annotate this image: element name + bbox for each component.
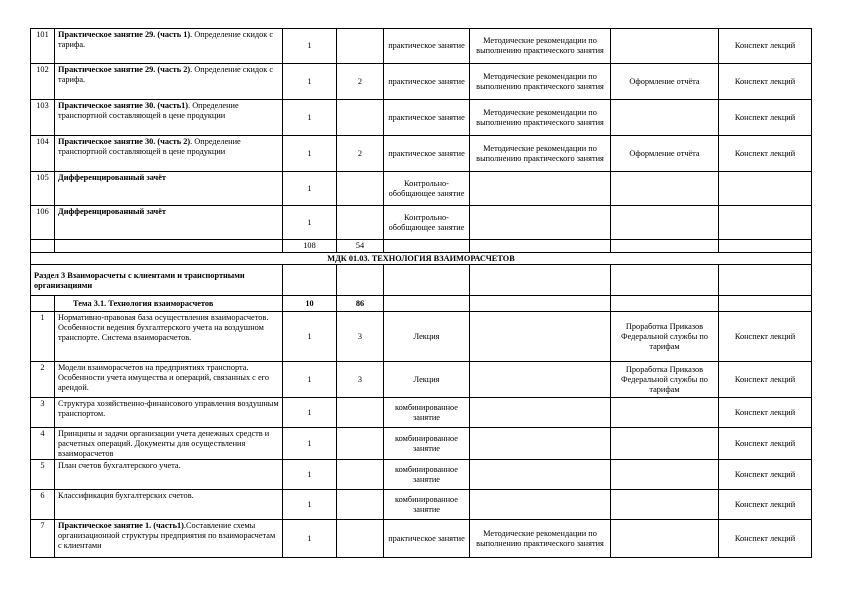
self-work-cell: Проработка Приказов Федеральной службы по тарифам: [611, 312, 719, 362]
row-number: 1: [31, 312, 55, 362]
self-hours-cell: [337, 398, 384, 428]
self-work-cell: [611, 460, 719, 490]
control-form-cell: Конспект лекций: [719, 490, 812, 520]
control-form-cell: Конспект лекций: [719, 362, 812, 398]
control-form-cell: Конспект лекций: [719, 428, 812, 460]
lesson-type-cell: комбинированное занятие: [384, 398, 470, 428]
lesson-topic-bold: Дифференцированный зачёт: [58, 207, 166, 216]
self-work-cell: [611, 29, 719, 64]
self-hours-cell: 3: [337, 312, 384, 362]
lesson-topic-text: Принципы и задачи организации учета денежных средств и расчетных операций. Документы для осуществления взаиморасчетов: [58, 429, 270, 458]
row-number: 4: [31, 428, 55, 460]
hours-cell: 1: [283, 428, 337, 460]
self-hours-cell: [337, 100, 384, 136]
lesson-type-cell: практическое занятие: [384, 64, 470, 100]
totals-self-hours: 54: [337, 240, 384, 253]
hours-cell: 1: [283, 100, 337, 136]
lesson-topic: [55, 520, 283, 558]
method-support-cell: [470, 206, 611, 240]
method-support-cell: Методические рекомендации по выполнению практического занятия: [470, 64, 611, 100]
row-number: 3: [31, 398, 55, 428]
lesson-topic: [55, 172, 283, 206]
method-support-cell: [470, 172, 611, 206]
control-form-cell: Конспект лекций: [719, 64, 812, 100]
lesson-topic-bold: Практическое занятие 1. (часть1): [58, 521, 184, 530]
table-row: [31, 490, 812, 520]
lesson-type-cell: Лекция: [384, 312, 470, 362]
table-row: [31, 460, 812, 490]
control-form-cell: Конспект лекций: [719, 100, 812, 136]
row-number: 101: [31, 29, 55, 64]
row-number: 103: [31, 100, 55, 136]
lesson-type-cell: Лекция: [384, 362, 470, 398]
self-work-cell: Проработка Приказов Федеральной службы по тарифам: [611, 362, 719, 398]
self-work-cell: [611, 520, 719, 558]
method-support-cell: Методические рекомендации по выполнению практического занятия: [470, 100, 611, 136]
lesson-topic-bold: Практическое занятие 30. (часть1): [58, 101, 189, 110]
self-hours-cell: [337, 428, 384, 460]
lesson-topic: [55, 362, 283, 398]
row-number: 102: [31, 64, 55, 100]
table-row: [31, 64, 812, 100]
method-support-cell: [470, 312, 611, 362]
self-hours-cell: [337, 520, 384, 558]
method-support-cell: Методические рекомендации по выполнению практического занятия: [470, 136, 611, 172]
lesson-topic-text: План счетов бухгалтерского учета.: [58, 461, 181, 470]
tema-row: [31, 296, 812, 312]
lesson-topic-text: Структура хозяйственно-финансового управления воздушным транспортом.: [58, 399, 279, 418]
self-work-cell: [611, 206, 719, 240]
lesson-type-cell: комбинированное занятие: [384, 460, 470, 490]
hours-cell: 1: [283, 398, 337, 428]
totals-hours: 108: [283, 240, 337, 253]
lesson-type-cell: практическое занятие: [384, 136, 470, 172]
control-form-cell: [719, 206, 812, 240]
hours-cell: 1: [283, 64, 337, 100]
row-number: 5: [31, 460, 55, 490]
control-form-cell: Конспект лекций: [719, 29, 812, 64]
control-form-cell: Конспект лекций: [719, 460, 812, 490]
table-row: [31, 172, 812, 206]
lesson-topic: [55, 64, 283, 100]
tema-title: Тема 3.1. Технология взаиморасчетов: [55, 296, 283, 312]
lesson-topic: [55, 490, 283, 520]
self-work-cell: Оформление отчёта: [611, 64, 719, 100]
hours-cell: 1: [283, 362, 337, 398]
lesson-type-cell: практическое занятие: [384, 29, 470, 64]
lesson-type-cell: практическое занятие: [384, 100, 470, 136]
table-row: [31, 206, 812, 240]
table-row: [31, 136, 812, 172]
self-hours-cell: [337, 490, 384, 520]
lesson-topic: [55, 428, 283, 460]
lesson-topic-bold: Практическое занятие 29. (часть 1): [58, 30, 191, 39]
method-support-cell: Методические рекомендации по выполнению практического занятия: [470, 520, 611, 558]
lesson-topic-text: . Определение транспортной составляющей в цене продукции: [58, 137, 241, 156]
row-number: 2: [31, 362, 55, 398]
self-hours-cell: [337, 460, 384, 490]
lesson-topic: [55, 100, 283, 136]
totals-row: [31, 240, 812, 253]
row-number: 7: [31, 520, 55, 558]
self-work-cell: [611, 100, 719, 136]
lesson-topic: [55, 312, 283, 362]
control-form-cell: [719, 172, 812, 206]
self-hours-cell: 2: [337, 64, 384, 100]
lesson-topic-text: Нормативно-правовая база осуществления взаиморасчетов. Особенности ведения бухгалтерского учета на воздушном транспорте. Система взаиморасчетов.: [58, 313, 269, 342]
table-row: [31, 520, 812, 558]
self-hours-cell: 3: [337, 362, 384, 398]
hours-cell: 1: [283, 206, 337, 240]
lesson-topic-text: . Определение транспортной составляющей в цене продукции: [58, 101, 239, 120]
lesson-topic: [55, 29, 283, 64]
curriculum-table: [30, 28, 812, 558]
method-support-cell: [470, 428, 611, 460]
lesson-topic-text: . Определение скидок с тарифа.: [58, 65, 274, 84]
lesson-topic: [55, 398, 283, 428]
control-form-cell: Конспект лекций: [719, 312, 812, 362]
razdel-title: Раздел 3 Взаиморасчеты с клиентами и транспортными организациями: [31, 265, 283, 296]
table-row: [31, 312, 812, 362]
lesson-topic: [55, 136, 283, 172]
section-header-row: [31, 253, 812, 265]
hours-cell: 1: [283, 29, 337, 64]
lesson-topic-bold: Практическое занятие 29. (часть 2): [58, 65, 191, 74]
lesson-type-cell: практическое занятие: [384, 520, 470, 558]
control-form-cell: Конспект лекций: [719, 520, 812, 558]
lesson-topic-text: .Составление схемы организационной структуры предприятия по взаиморасчетам с клиентами: [58, 521, 276, 550]
hours-cell: 1: [283, 520, 337, 558]
hours-cell: 1: [283, 172, 337, 206]
table-row: [31, 428, 812, 460]
row-number: 6: [31, 490, 55, 520]
self-hours-cell: [337, 29, 384, 64]
razdel-row: [31, 265, 812, 296]
table-row: [31, 362, 812, 398]
method-support-cell: [470, 362, 611, 398]
lesson-type-cell: Контрольно-обобщающее занятие: [384, 206, 470, 240]
method-support-cell: [470, 490, 611, 520]
hours-cell: 1: [283, 312, 337, 362]
row-number: 104: [31, 136, 55, 172]
self-hours-cell: [337, 172, 384, 206]
lesson-topic: [55, 460, 283, 490]
row-number: 105: [31, 172, 55, 206]
lesson-topic-text: Классификация бухгалтерских счетов.: [58, 491, 194, 500]
row-number: 106: [31, 206, 55, 240]
method-support-cell: [470, 398, 611, 428]
lesson-topic: [55, 206, 283, 240]
tema-self-hours: 86: [337, 296, 384, 312]
self-work-cell: [611, 172, 719, 206]
control-form-cell: Конспект лекций: [719, 136, 812, 172]
control-form-cell: Конспект лекций: [719, 398, 812, 428]
table-row: [31, 29, 812, 64]
self-hours-cell: [337, 206, 384, 240]
table-row: [31, 100, 812, 136]
section-header: МДК 01.03. ТЕХНОЛОГИЯ ВЗАИМОРАСЧЕТОВ: [31, 253, 812, 265]
self-work-cell: [611, 428, 719, 460]
table-row: [31, 398, 812, 428]
method-support-cell: Методические рекомендации по выполнению практического занятия: [470, 29, 611, 64]
hours-cell: 1: [283, 136, 337, 172]
hours-cell: 1: [283, 490, 337, 520]
method-support-cell: [470, 460, 611, 490]
lesson-type-cell: комбинированное занятие: [384, 428, 470, 460]
hours-cell: 1: [283, 460, 337, 490]
tema-hours: 10: [283, 296, 337, 312]
lesson-topic-bold: Практическое занятие 30. (часть 2): [58, 137, 191, 146]
lesson-type-cell: Контрольно-обобщающее занятие: [384, 172, 470, 206]
lesson-topic-text: . Определение скидок с тарифа.: [58, 30, 274, 49]
lesson-topic-bold: Дифференцированный зачёт: [58, 173, 166, 182]
self-work-cell: Оформление отчёта: [611, 136, 719, 172]
lesson-topic-text: Модели взаиморасчетов на предприятиях транспорта. Особенности учета имущества и операций, связанных с его арендой.: [58, 363, 269, 392]
self-hours-cell: 2: [337, 136, 384, 172]
lesson-type-cell: комбинированное занятие: [384, 490, 470, 520]
self-work-cell: [611, 398, 719, 428]
self-work-cell: [611, 490, 719, 520]
